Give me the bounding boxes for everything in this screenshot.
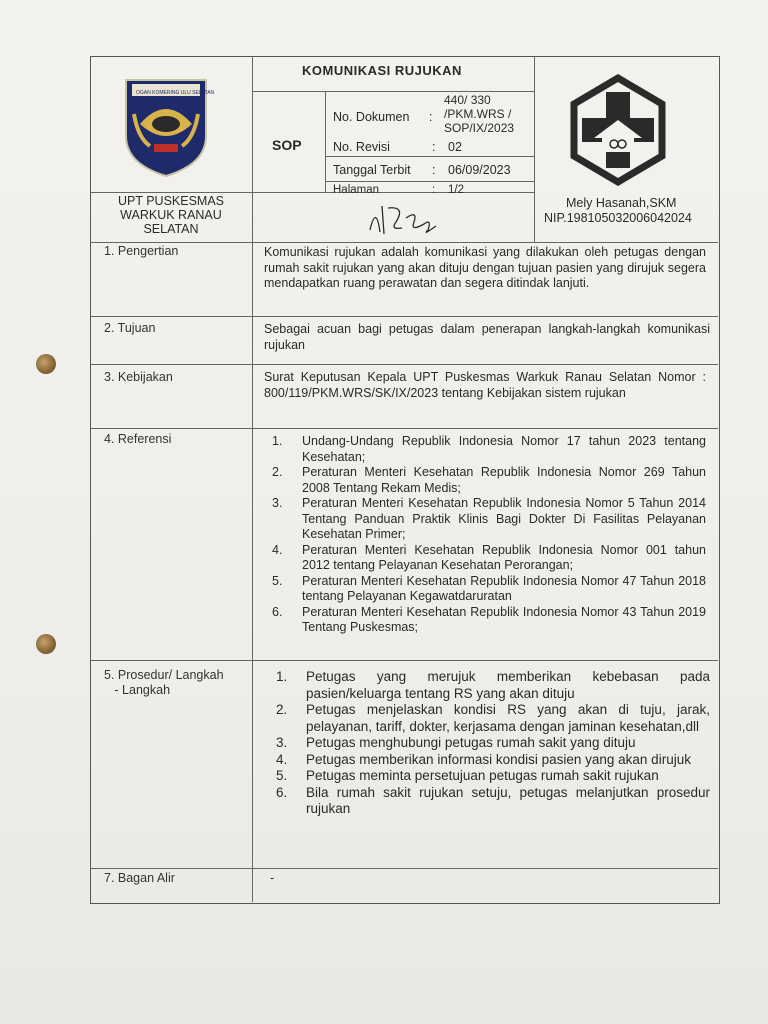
list-item: 3. Petugas menghubungi petugas rumah sakit yang dituju bbox=[276, 735, 636, 750]
list-item: 3. Peraturan Menteri Kesehatan Republik Indonesia Nomor 5 Tahun 2014 Tentang Panduan Praktik Klinis Bagi Dokter Di Fasilitas Pelayanan Kesehatan Primer; bbox=[272, 496, 706, 541]
field-value-halaman: 1/2 bbox=[448, 184, 464, 196]
section-text-tujuan: Sebagai acuan bagi petugas dalam penerapan langkah-langkah komunikasi rujukan bbox=[264, 322, 710, 352]
list-item: 1. Undang-Undang Republik Indonesia Nomor 17 tahun 2023 tentang Kesehatan; bbox=[272, 434, 706, 464]
field-label-no-dokumen: No. Dokumen bbox=[333, 110, 410, 124]
section-label-kebijakan: 3. Kebijakan bbox=[104, 370, 173, 384]
list-item: 2. Peraturan Menteri Kesehatan Republik Indonesia Nomor 269 Tahun 2008 Tentang Rekam Medis; bbox=[272, 465, 706, 495]
field-label-tanggal-terbit: Tanggal Terbit bbox=[333, 163, 411, 177]
organization-name: UPT PUSKESMAS WARKUK RANAU SELATAN bbox=[117, 194, 225, 236]
section-label-prosedur: 5. Prosedur/ Langkah - Langkah bbox=[104, 668, 224, 697]
section-label-tujuan: 2. Tujuan bbox=[104, 321, 156, 335]
list-item: 5. Peraturan Menteri Kesehatan Republik Indonesia Nomor 47 Tahun 2018 tentang Pelayanan Kegawatdaruratan bbox=[272, 573, 706, 603]
field-label-halaman: Halaman bbox=[333, 184, 380, 196]
puskesmas-logo-icon bbox=[568, 74, 668, 186]
section-label-referensi: 4. Referensi bbox=[104, 432, 172, 446]
list-item: 6. Peraturan Menteri Kesehatan Republik Indonesia Nomor 43 Tahun 2019 Tentang Puskesmas; bbox=[272, 604, 706, 634]
field-value-tanggal-terbit: 06/09/2023 bbox=[448, 163, 511, 177]
binder-hole-bottom bbox=[36, 634, 56, 654]
section-text-pengertian: Komunikasi rujukan adalah komunikasi yang dilakukan oleh petugas dengan rumah sakit rujukan yang akan dituju dengan tujuan pasien yang dirujuk segera mendapatkan ruang perawatan dan segera ditindak lanjuti. bbox=[264, 245, 706, 290]
list-item: 4. Petugas memberikan informasi kondisi pasien yang akan dirujuk bbox=[276, 751, 691, 767]
reference-list bbox=[272, 434, 706, 636]
list-item: 5. Petugas meminta persetujuan petugas rumah sakit rujukan bbox=[276, 768, 659, 783]
list-item: 1. Petugas yang merujuk memberikan kebebasan pada pasien/keluarga tentang RS yang akan dituju bbox=[276, 669, 710, 701]
signer-nip: NIP.198105032006042024 bbox=[544, 211, 692, 225]
list-item: 6. Bila rumah sakit rujukan setuju, petugas melanjutkan prosedur rujukan bbox=[276, 784, 710, 816]
section-label-bagan-alir: 7. Bagan Alir bbox=[104, 871, 175, 885]
signer-name: Mely Hasanah,SKM bbox=[566, 196, 677, 210]
list-item: 2. Petugas menjelaskan kondisi RS yang akan di tuju, jarak, pelayanan, tariff, dokter, kerjasama dengan jaminan kesehatan,dll bbox=[276, 702, 710, 734]
section-label-pengertian: 1. Pengertian bbox=[104, 244, 179, 258]
document-title: KOMUNIKASI RUJUKAN bbox=[302, 63, 462, 78]
binder-hole-top bbox=[36, 354, 56, 374]
section-text-bagan-alir: - bbox=[270, 871, 275, 885]
signature-icon bbox=[366, 200, 446, 238]
sop-label: SOP bbox=[272, 137, 302, 153]
field-value-no-dokumen: 440/ 330 /PKM.WRS / SOP/IX/2023 bbox=[444, 93, 515, 135]
field-label-no-revisi: No. Revisi bbox=[333, 140, 390, 154]
section-text-kebijakan: Surat Keputusan Kepala UPT Puskesmas Warkuk Ranau Selatan Nomor : 800/119/PKM.WRS/SK/IX/2023 tentang Kebijakan sistem rujukan bbox=[264, 370, 706, 400]
list-item: 4. Peraturan Menteri Kesehatan Republik Indonesia Nomor 001 tahun 2012 tentang Pelayanan Kesehatan Perorangan; bbox=[272, 542, 706, 572]
field-value-no-revisi: 02 bbox=[448, 140, 462, 154]
document-page: OGAN KOMERING ULU SELATAN KOMUNIKASI RUJUKAN SOP No. Dokumen : 440/ 330 /PKM.WRS / SOP/IX/2023 No. Revisi : 02 Tanggal Terbit : 06/09/2023 Halaman : 1/2 UPT PUSKESMAS WARKUK RANAU SELATAN Mely Hasanah,SKM NIP.198105032006042024 1. Pengertian Komunikasi rujukan adalah komunikasi yang dilakukan oleh petugas dengan rumah sakit rujukan yang akan dituju dengan tujuan pasien yang dirujuk segera mendapatkan ruang perawatan dan segera ditindak lanjuti. 2. Tujuan Sebagai acuan bagi petugas dalam penerapan langkah-langkah komunikasi rujukan 3. Kebijakan Surat Keputusan Kepala UPT Puskesmas Warkuk Ranau Selatan Nomor : 800/119/PKM.WRS/SK/IX/2023 tentang Kebijakan sistem rujukan 4. Referensi 1. Undang-Undang Republik Indonesia Nomor 17 tahun 2023 tentang Kesehatan; 2. Peraturan Menteri Kesehatan Republik Indonesia Nomor 269 Tahun 2008 Tentang Rekam Medis; 3. Peraturan Menteri Kesehatan Republik Indonesia Nomor 5 Tahun 2014 Tentang Panduan Praktik Klinis Bagi Dokter Di Fasilitas Pelayanan Kesehatan Primer; 4. Peraturan Menteri Kesehatan Republik Indonesia Nomor 001 tahun 2012 tentang Pelayanan Kesehatan Perorangan; 5. Peraturan Menteri Kesehatan Republik Indonesia Nomor 47 Tahun 2018 tentang Pelayanan Kegawatdaruratan 6. Peraturan Menteri Kesehatan Republik Indonesia Nomor 43 Tahun 2019 Tentang Puskesmas; 5. Prosedur/ Langkah - Langkah 1. Petugas yang merujuk memberikan kebebasan pada pasien/keluarga tentang RS yang akan dituju 2. Petugas menjelaskan kondisi RS yang akan di tuju, jarak, pelayanan, tariff, dokter, kerjasama dengan jaminan kesehatan,dll 3. Petugas menghubungi petugas rumah sakit yang dituju 4. Petugas memberikan informasi kondisi pasien yang akan dirujuk 5. Petugas meminta persetujuan petugas rumah sakit rujukan 6. Bila rumah sakit rujukan setuju, petugas melanjutkan prosedur rujukan 7. Bagan Alir - bbox=[0, 0, 768, 1024]
emblem-text: OGAN KOMERING ULU SELATAN bbox=[136, 90, 215, 96]
procedure-list bbox=[276, 669, 710, 818]
